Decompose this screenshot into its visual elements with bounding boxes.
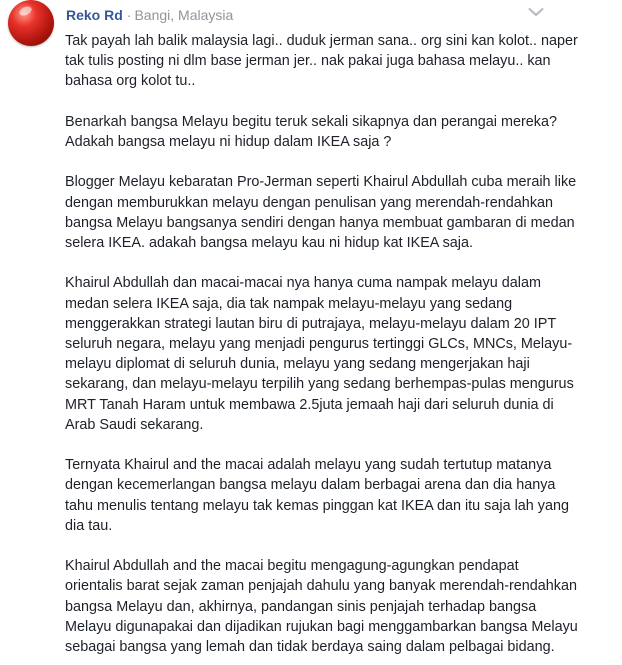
location-link[interactable]: Bangi, Malaysia xyxy=(134,7,234,23)
author-name[interactable]: Reko Rd xyxy=(66,7,123,23)
post-paragraph: Ternyata Khairul and the macai adalah melayu yang sudah tertutup matanya dengan kecemerlangan bangsa melayu dalam berbagai arena dan dia hanya tahu menulis tentang melayu tak kemas pinggan kat IKEA dan itu saja lah yang dia tau. xyxy=(65,457,569,534)
post-paragraph: Khairul Abdullah and the macai begitu mengagung-agungkan pendapat orientalis barat sejak zaman penjajah dahulu yang banyak merendah-rendahkan bangsa Melayu dan, akhirnya, pandangan sinis penjajah terhadap bangsa Melayu digunapakai dan dijadikan rujukan bagi menggambarkan bangsa Melayu sebagai bangsa yang lemah dan tidak berdaya saing dalam pelbagai bidang. xyxy=(65,558,578,656)
avatar[interactable] xyxy=(8,0,54,46)
post-paragraph: Blogger Melayu kebaratan Pro-Jerman seperti Khairul Abdullah cuba meraih like dengan memburukkan melayu dengan penulisan yang merendah-rendahkan bangsa Melayu bangsanya sendiri dengan hanya membuat gambaran di medan selera IKEA. adakah bangsa melayu kau ni hidup kat IKEA saja. xyxy=(65,174,577,251)
post-body xyxy=(65,31,580,665)
post-paragraph: Khairul Abdullah dan macai-macai nya hanya cuma nampak melayu dalam medan selera IKEA saja, dia tak nampak melayu-melayu yang sedang menggerakkan strategi lautan biru di putrajaya, melayu-melayu dalam 20 IPT seluruh negara, melayu yang menjadi pengurus tertinggi GLCs, MNCs, Melayu-melayu diplomat di seluruh dunia, melayu yang sedang mengerjakan haji sekarang, dan melayu-melayu terpilih yang sedang berhempas-pulas mengurus MRT Tanah Haram untuk membawa 2.5juta jemaah haji dari seluruh dunia di Arab Saudi sekarang. xyxy=(65,275,574,433)
chevron-down-icon[interactable] xyxy=(528,6,544,18)
separator-dot: · xyxy=(126,7,132,23)
post-paragraph: Tak payah lah balik malaysia lagi.. duduk jerman sana.. org sini kan kolot.. naper tak tulis posting ni dlm base jerman jer.. nak pakai juga bahasa melayu.. kan bahasa org kolot tu.. xyxy=(65,33,578,90)
post-paragraph: Benarkah bangsa Melayu begitu teruk sekali sikapnya dan perangai mereka? Adakah bangsa melayu ni hidup dalam IKEA saja ? xyxy=(65,113,557,150)
post-header xyxy=(66,6,233,26)
